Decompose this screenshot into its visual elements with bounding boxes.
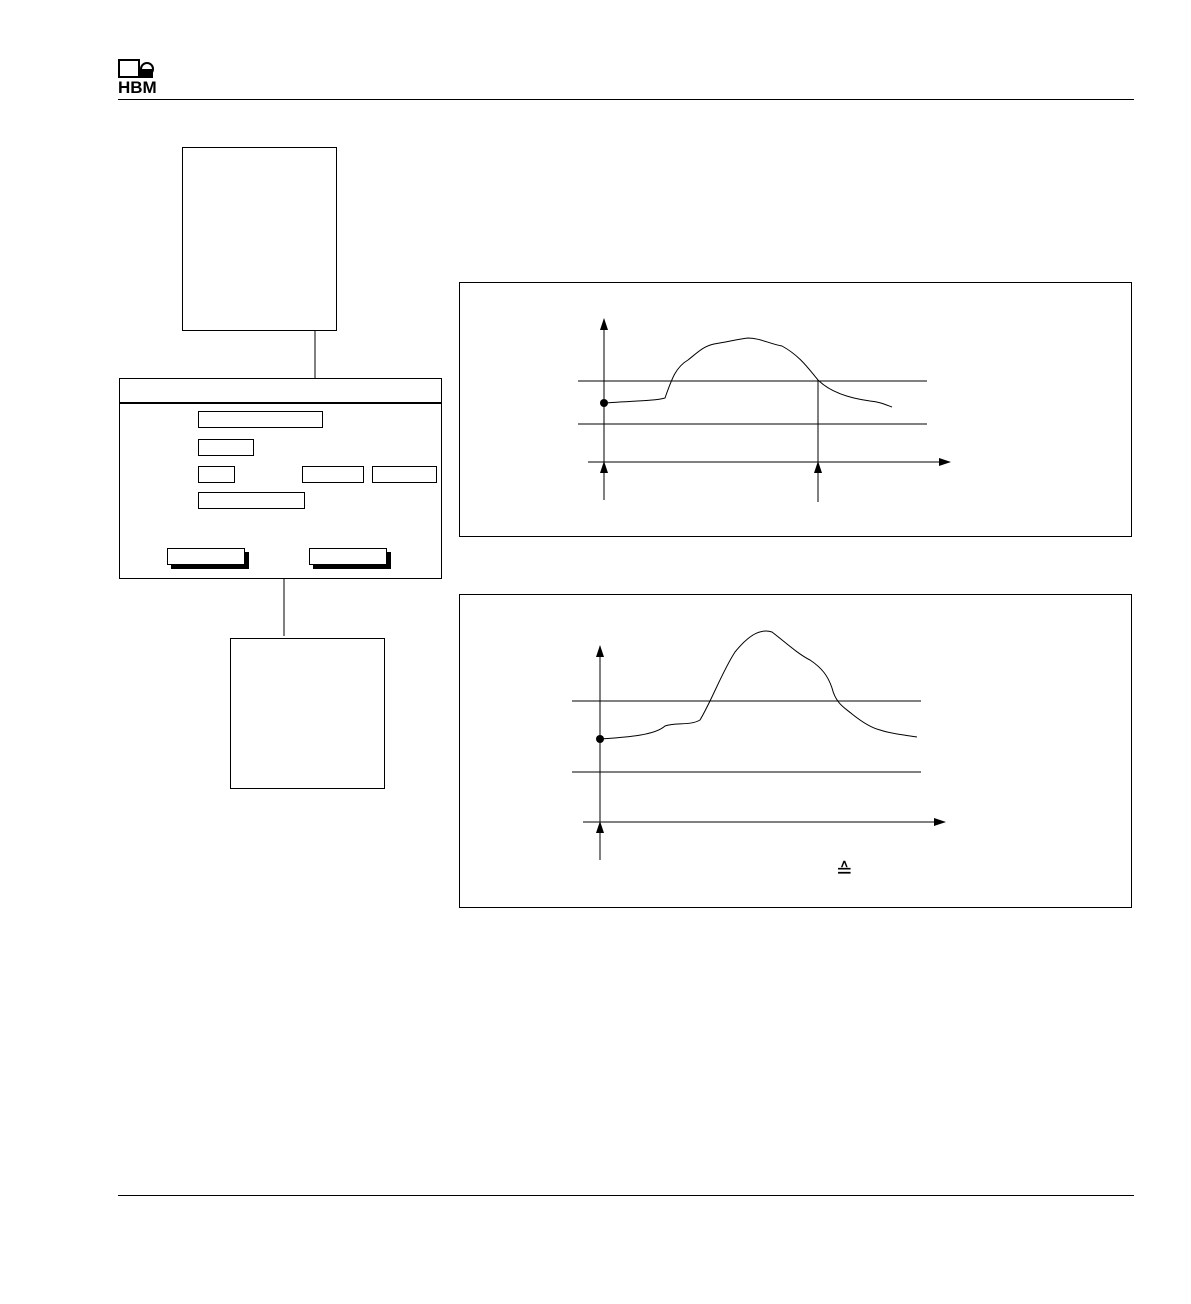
lower-start-point (596, 735, 604, 743)
lower-signal-curve (600, 631, 917, 739)
logo-text: HBM (118, 78, 157, 97)
lower-correspondence-symbol: ≙ (836, 858, 853, 882)
